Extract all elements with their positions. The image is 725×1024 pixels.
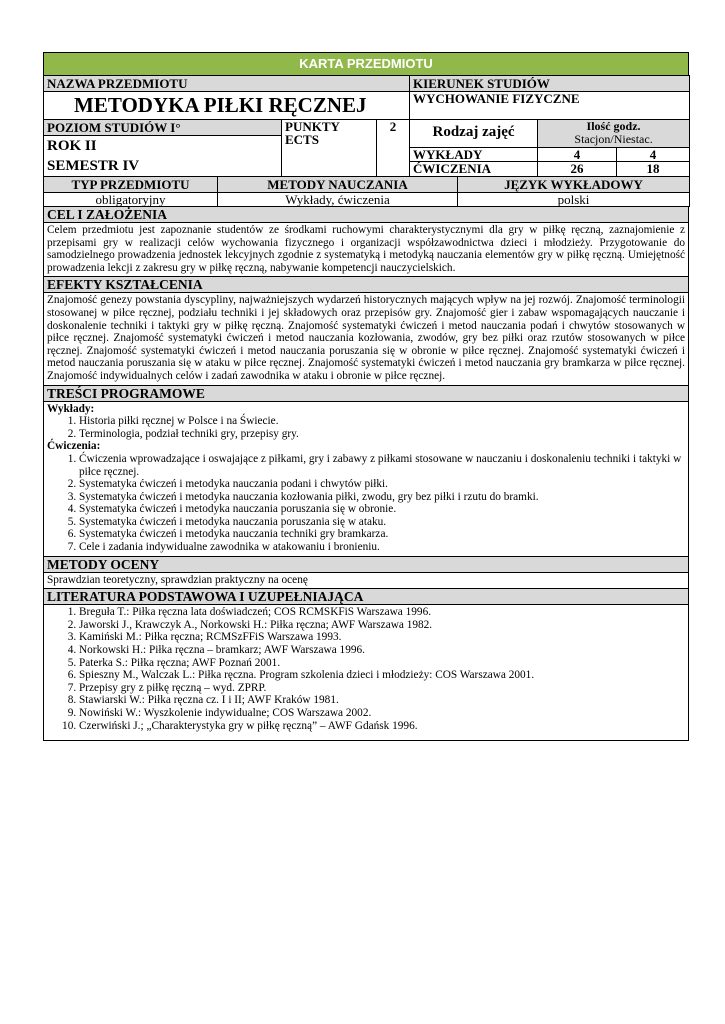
list-item: 5. Paterka S.: Piłka ręczna; AWF Poznań 2001. — [79, 657, 685, 670]
cwiczenia-stac: 26 — [538, 162, 617, 177]
poziom-label: POZIOM STUDIÓW I° — [44, 120, 282, 136]
tresci-body — [43, 402, 689, 557]
list-item: 2. Terminologia, podział techniki gry, przepisy gry. — [79, 428, 685, 441]
list-item: 1. Historia piłki ręcznej w Polsce i na Świecie. — [79, 415, 685, 428]
rok-value: ROK II — [47, 138, 97, 154]
efekty-text: Znajomość genezy powstania dyscypliny, najważniejszych wydarzeń historycznych mających wpływ na jej rozwój. Znajomość terminologii stosowanej w piłce ręcznej, podziału techniki i jej składowych oraz przepisów gry. Znajomość gier i zabaw wspomagających nauczanie i doskonalenie techniki i taktyki gry w piłkę ręczną. Znajomość systematyki ćwiczeń i metod nauczania podań i chwytów stosowanych w piłce ręcznej. Znajomość systematyki ćwiczeń i metod nauczania kozłowania, zwodów, gry bez piłki oraz rzutów stosowanych w piłce ręcznej. Znajomość systematyki ćwiczeń i metod nauczania poruszania się w obronie w piłce ręcznej. Znajomość systematyki ćwiczeń i metod nauczania poruszania się w ataku w piłce ręcznej. Znajomość systematyki ćwiczeń i metod nauczania gry bramkarza w piłce ręcznej. Znajomość indywidualnych celów i zadań zawodnika w ataku i obronie w piłce ręcznej. — [43, 293, 689, 385]
tresci-cwiczenia-label: Ćwiczenia: — [47, 440, 101, 453]
ilosc-header — [538, 120, 690, 148]
tresci-heading: TREŚCI PROGRAMOWE — [43, 386, 689, 402]
cwiczenia-niestac: 18 — [617, 162, 690, 177]
punkty-label-line1: PUNKTY — [285, 119, 340, 134]
literatura-list — [47, 606, 685, 732]
literatura-heading: LITERATURA PODSTAWOWA I UZUPEŁNIAJĄCA — [43, 589, 689, 605]
list-item: 3. Kamiński M.: Piłka ręczna; RCMSzFFiS Warszawa 1993. — [79, 631, 685, 644]
list-item: 1. Ćwiczenia wprowadzające i oswajające z piłkami, gry i zabawy z piłkami stosowane w nauczaniu i doskonaleniu techniki i taktyki w piłce ręcznej. — [79, 453, 685, 478]
ilosc-label: Ilość godz. — [586, 119, 641, 133]
list-item: 4. Systematyka ćwiczeń i metodyka nauczania poruszania się w obronie. — [79, 503, 685, 516]
rodzaj-label: Rodzaj zajęć — [410, 120, 538, 148]
ocena-text: Sprawdzian teoretyczny, sprawdzian praktyczny na ocenę — [43, 573, 689, 590]
efekty-heading: EFEKTY KSZTAŁCENIA — [43, 277, 689, 293]
list-item: 9. Nowiński W.: Wyszkolenie indywidualne; COS Warszawa 2002. — [79, 707, 685, 720]
list-item: 7. Przepisy gry z piłkę ręczną – wyd. ZPRP. — [79, 682, 685, 695]
course-name: METODYKA PIŁKI RĘCZNEJ — [44, 92, 410, 120]
list-item: 4. Norkowski H.: Piłka ręczna – bramkarz; AWF Warszawa 1996. — [79, 644, 685, 657]
semestr-value: SEMESTR IV — [47, 158, 140, 174]
list-item: 2. Jaworski J., Krawczyk A., Norkowski H.: Piłka ręczna; AWF Warszawa 1982. — [79, 619, 685, 632]
metody-label: METODY NAUCZANIA — [218, 177, 458, 193]
literatura-body — [43, 605, 689, 741]
course-card — [43, 52, 689, 741]
cwiczenia-label: ĆWICZENIA — [410, 162, 538, 177]
kierunek-value: WYCHOWANIE FIZYCZNE — [410, 92, 690, 120]
list-item: 1. Breguła T.: Piłka ręczna lata doświadczeń; COS RCMSKFiS Warszawa 1996. — [79, 606, 685, 619]
ilosc-sub: Stacjon/Niestac. — [574, 132, 653, 146]
header-table — [43, 75, 690, 177]
ocena-heading: METODY OCENY — [43, 557, 689, 573]
nazwa-label: NAZWA PRZEDMIOTU — [44, 76, 410, 92]
wyklady-niestac: 4 — [617, 147, 690, 162]
jezyk-value: polski — [458, 193, 690, 207]
cel-heading: CEL I ZAŁOŻENIA — [43, 207, 689, 223]
list-item: 6. Systematyka ćwiczeń i metodyka nauczania techniki gry bramkarza. — [79, 528, 685, 541]
card-title: KARTA PRZEDMIOTU — [43, 52, 689, 75]
list-item: 2. Systematyka ćwiczeń i metodyka nauczania podani i chwytów piłki. — [79, 478, 685, 491]
typ-label: TYP PRZEDMIOTU — [44, 177, 218, 193]
rok-semestr — [44, 136, 282, 177]
cel-text: Celem przedmiotu jest zapoznanie studentów ze środkami ruchowymi charakterystycznymi dla gry w piłkę ręczną, zaznajomienie z przepisami gry w realizacji celów wychowania fizycznego i organizacji współzawodnictwa dzieci i młodzieży. Przygotowanie do samodzielnego prowadzenia jednostek lekcyjnych zgodnie z systematyką i metodyką nauczania elementów gry w piłkę ręczną. Umiejętność prowadzenia lekcji z zakresu gry w piłkę ręczną, nabywanie kompetencji nauczycielskich. — [43, 223, 689, 277]
typ-value: obligatoryjny — [44, 193, 218, 207]
list-item: 7. Cele i zadania indywidualne zawodnika w atakowaniu i bronieniu. — [79, 541, 685, 554]
list-item: 10. Czerwiński J.; „Charakterystyka gry w piłkę ręczną” – AWF Gdańsk 1996. — [79, 720, 685, 733]
punkty-value: 2 — [377, 120, 410, 177]
wyklady-label: WYKŁADY — [410, 147, 538, 162]
tresci-wyklady-list — [47, 415, 685, 440]
jezyk-label: JĘZYK WYKŁADOWY — [458, 177, 690, 193]
type-table — [43, 176, 690, 207]
kierunek-label: KIERUNEK STUDIÓW — [410, 76, 690, 92]
punkty-label-line2: ECTS — [285, 132, 319, 147]
list-item: 3. Systematyka ćwiczeń i metodyka nauczania kozłowania piłki, zwodu, gry bez piłki i rzutu do bramki. — [79, 491, 685, 504]
list-item: 6. Spieszny M., Walczak L.: Piłka ręczna. Program szkolenia dzieci i młodzieży: COS Warszawa 2001. — [79, 669, 685, 682]
punkty-label — [282, 120, 377, 177]
wyklady-stac: 4 — [538, 147, 617, 162]
metody-value: Wykłady, ćwiczenia — [218, 193, 458, 207]
tresci-cwiczenia-list — [47, 453, 685, 554]
list-item: 8. Stawiarski W.: Piłka ręczna cz. I i II; AWF Kraków 1981. — [79, 694, 685, 707]
tresci-wyklady-label: Wykłady: — [47, 402, 95, 415]
list-item: 5. Systematyka ćwiczeń i metodyka nauczania poruszania się w ataku. — [79, 516, 685, 529]
